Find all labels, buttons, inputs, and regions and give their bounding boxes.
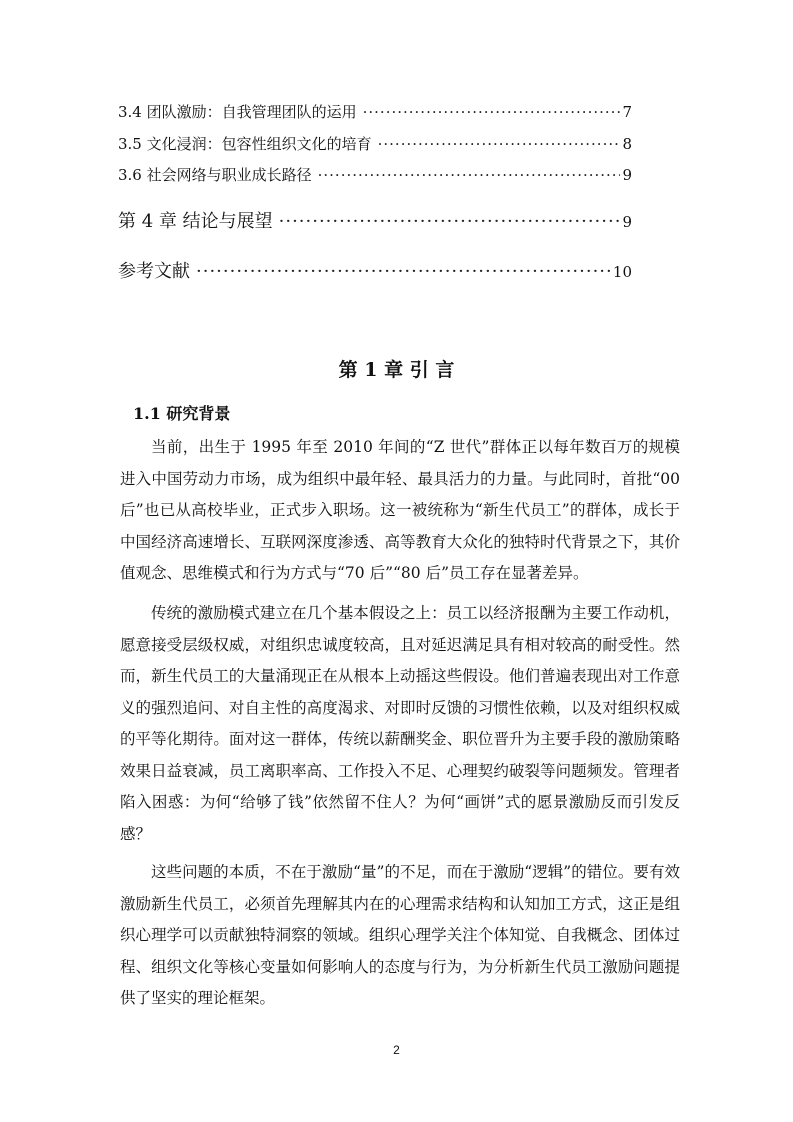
toc-entry-label: 第 4 章 结论与展望 (118, 211, 273, 232)
toc-dot-leader (279, 211, 621, 232)
body-paragraph: 这些问题的本质，不在于激励“量”的不足，而在于激励“逻辑”的错位。要有效激励新生代员工，必须首先理解其内在的心理需求结构和认知加工方式，这正是组织心理学可以贡献独特洞察的领域。组织心理学关注个体知觉、自我概念、团体过程、组织文化等核心变量如何影响人的态度与行为，为分析新生代员工激励问题提供了坚实的理论框架。 (120, 863, 680, 1007)
toc-dot-leader (318, 166, 621, 184)
body-paragraph: 传统的激励模式建立在几个基本假设之上：员工以经济报酬为主要工作动机，愿意接受层级权威，对组织忠诚度较高，且对延迟满足具有相对较高的耐受性。然而，新生代员工的大量涌现正在从根本上动摇这些假设。他们普遍表现出对工作意义的强烈追问、对自主性的高度渴求、对即时反馈的习惯性依赖，以及对组织权威的平等化期待。面对这一群体，传统以薪酬奖金、职位晋升为主要手段的激励策略效果日益衰减，员工离职率高、工作投入不足、心理契约破裂等问题频发。管理者陷入困惑：为何“给够了钱”依然留不住人？为何“画饼”式的愿景激励反而引发反感？ (120, 604, 680, 843)
toc-entry[interactable] (118, 101, 632, 122)
toc-entry-chapter[interactable] (118, 207, 632, 233)
page-number: 2 (393, 1043, 400, 1057)
toc-entry-page: 8 (622, 135, 632, 153)
toc-entry-label: 3.6 社会网络与职业成长路径 (118, 166, 312, 184)
toc-entry-page: 7 (622, 103, 632, 121)
toc-entry-references[interactable] (118, 257, 632, 283)
toc-dot-leader (196, 261, 611, 282)
chapter-title: 第 1 章 引 言 (338, 359, 455, 381)
body-paragraph: 当前，出生于 1995 年至 2010 年间的“Z 世代”群体正以每年数百万的规模进入中国劳动力市场，成为组织中最年轻、最具活力的力量。与此同时，首批“00 后”也已从高校毕业，正式步入职场。这一被统称为“新生代员工”的群体，成长于中国经济高速增长、互联网深度渗透、高等教育大众化的独特时代背景之下，其价值观念、思维模式和行为方式与“70 后”“80 后”员工存在显著差异。 (120, 438, 680, 582)
toc-entry[interactable] (118, 164, 632, 185)
toc-entry-label: 3.5 文化浸润：包容性组织文化的培育 (118, 135, 372, 153)
toc-entry-page: 9 (622, 166, 632, 184)
toc-entry[interactable] (118, 133, 632, 154)
toc-entry-label: 参考文献 (118, 261, 190, 282)
toc-entry-page: 10 (612, 263, 632, 281)
toc-entry-page: 9 (622, 213, 632, 231)
toc-dot-leader (363, 103, 621, 121)
toc-entry-label: 3.4 团队激励：自我管理团队的运用 (118, 103, 357, 121)
toc-dot-leader (378, 135, 621, 153)
section-title: 1.1 研究背景 (133, 404, 231, 423)
